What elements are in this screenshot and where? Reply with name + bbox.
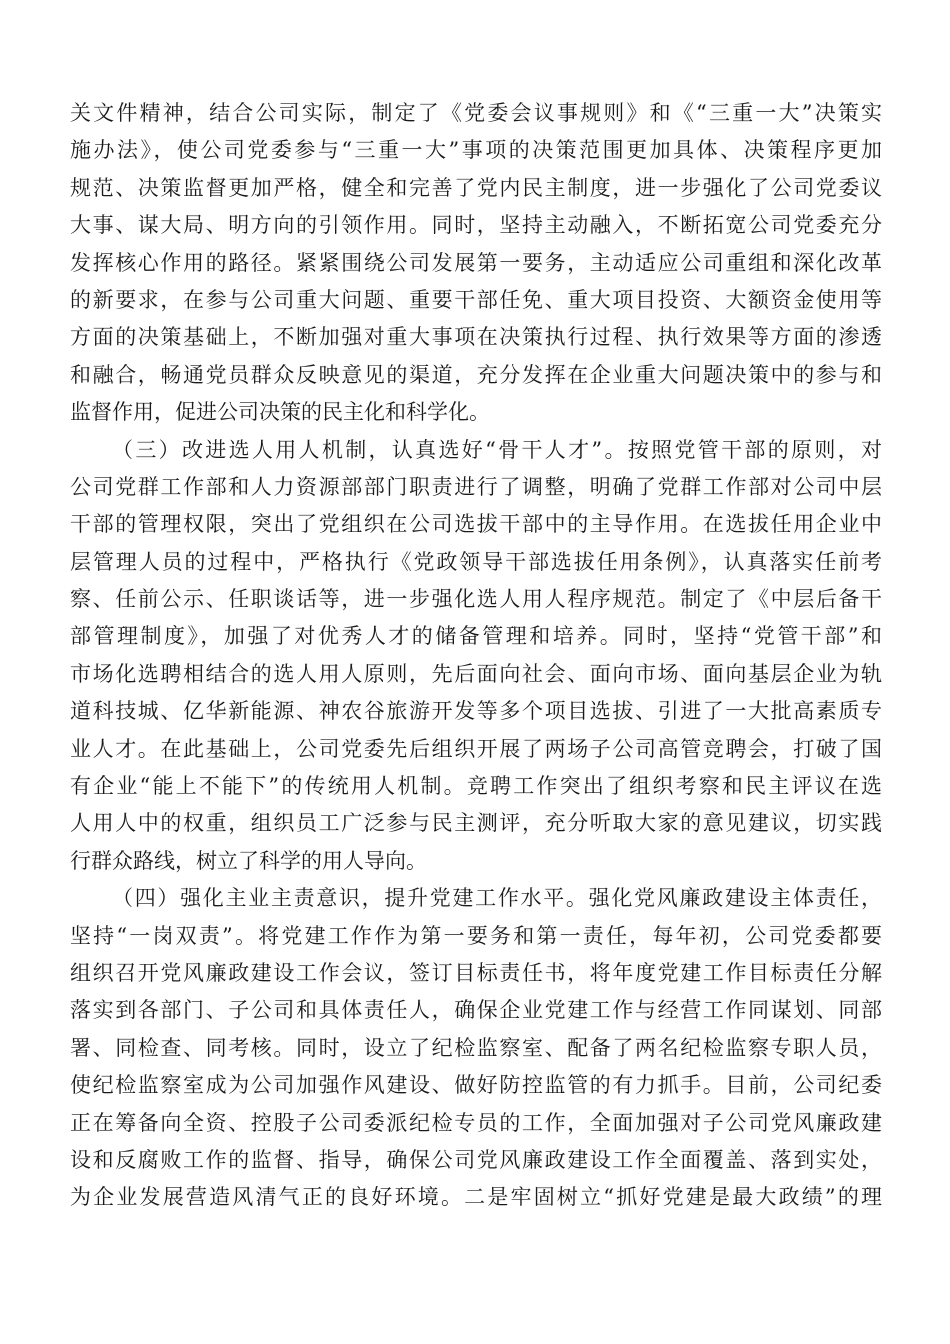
section-heading-line: （四）强化主业主责意识，提升党建工作水平。强化党风廉政建设主体责任，: [112, 886, 882, 911]
text-line: 组织召开党风廉政建设工作会议，签订目标责任书，将年度党建工作目标责任分解: [70, 960, 882, 985]
text-line: 察、任前公示、任职谈话等，进一步强化选人用人程序规范。制定了《中层后备干: [70, 587, 882, 612]
text-line: 正在筹备向全资、控股子公司委派纪检专员的工作，全面加强对子公司党风廉政建: [70, 1110, 882, 1135]
text-line: 有企业“能上不能下”的传统用人机制。竞聘工作突出了组织考察和民主评议在选: [70, 774, 882, 799]
text-line: 落实到各部门、子公司和具体责任人，确保企业党建工作与经营工作同谋划、同部: [70, 998, 882, 1023]
paragraph-section-three: [70, 432, 882, 881]
text-line: 方面的决策基础上，不断加强对重大事项在决策执行过程、执行效果等方面的渗透: [70, 325, 882, 350]
text-line: 为企业发展营造风清气正的良好环境。二是牢固树立“抓好党建是最大政绩”的理: [70, 1185, 882, 1210]
paragraph-section-four: [70, 880, 882, 1217]
text-line: 市场化选聘相结合的选人用人原则，先后面向社会、面向市场、面向基层企业为轨: [70, 661, 882, 686]
text-line: 和融合，畅通党员群众反映意见的渠道，充分发挥在企业重大问题决策中的参与和: [70, 362, 882, 387]
text-line: 行群众路线，树立了科学的用人导向。: [70, 848, 427, 873]
text-line: 道科技城、亿华新能源、神农谷旅游开发等多个项目选拔、引进了一大批高素质专: [70, 699, 882, 724]
text-line: 业人才。在此基础上，公司党委先后组织开展了两场子公司高管竞聘会，打破了国: [70, 736, 882, 761]
text-line: 坚持“一岗双责”。将党建工作作为第一要务和第一责任，每年初，公司党委都要: [70, 923, 882, 948]
text-line: 的新要求，在参与公司重大问题、重要干部任免、重大项目投资、大额资金使用等: [70, 287, 882, 312]
text-line: 部管理制度》，加强了对优秀人才的储备管理和培养。同时，坚持“党管干部”和: [70, 624, 882, 649]
document-page: [70, 95, 882, 1217]
text-line: 使纪检监察室成为公司加强作风建设、做好防控监管的有力抓手。目前，公司纪委: [70, 1073, 882, 1098]
text-line: 大事、谋大局、明方向的引领作用。同时，坚持主动融入，不断拓宽公司党委充分: [70, 213, 882, 238]
text-line: 设和反腐败工作的监督、指导，确保公司党风廉政建设工作全面覆盖、落到实处，: [70, 1147, 882, 1172]
paragraph-decision-mechanism: [70, 95, 882, 432]
section-heading-line: （三）改进选人用人机制，认真选好“骨干人才”。按照党管干部的原则，对: [112, 437, 882, 462]
text-line: 监督作用，促进公司决策的民主化和科学化。: [70, 400, 490, 425]
text-line: 关文件精神，结合公司实际，制定了《党委会议事规则》和《“三重一大”决策实: [70, 101, 882, 125]
text-line: 人用人中的权重，组织员工广泛参与民主测评，充分听取大家的意见建议，切实践: [70, 811, 882, 836]
text-line: 施办法》，使公司党委参与“三重一大”事项的决策范围更加具体、决策程序更加: [70, 138, 882, 163]
text-line: 发挥核心作用的路径。紧紧围绕公司发展第一要务，主动适应公司重组和深化改革: [70, 250, 882, 275]
text-line: 层管理人员的过程中，严格执行《党政领导干部选拔任用条例》，认真落实任前考: [70, 549, 882, 574]
text-line: 规范、决策监督更加严格，健全和完善了党内民主制度，进一步强化了公司党委议: [70, 175, 882, 200]
text-line: 署、同检查、同考核。同时，设立了纪检监察室、配备了两名纪检监察专职人员，: [70, 1035, 882, 1060]
text-line: 干部的管理权限，突出了党组织在公司选拔干部中的主导作用。在选拔任用企业中: [70, 512, 882, 537]
text-line: 公司党群工作部和人力资源部部门职责进行了调整，明确了党群工作部对公司中层: [70, 474, 882, 499]
